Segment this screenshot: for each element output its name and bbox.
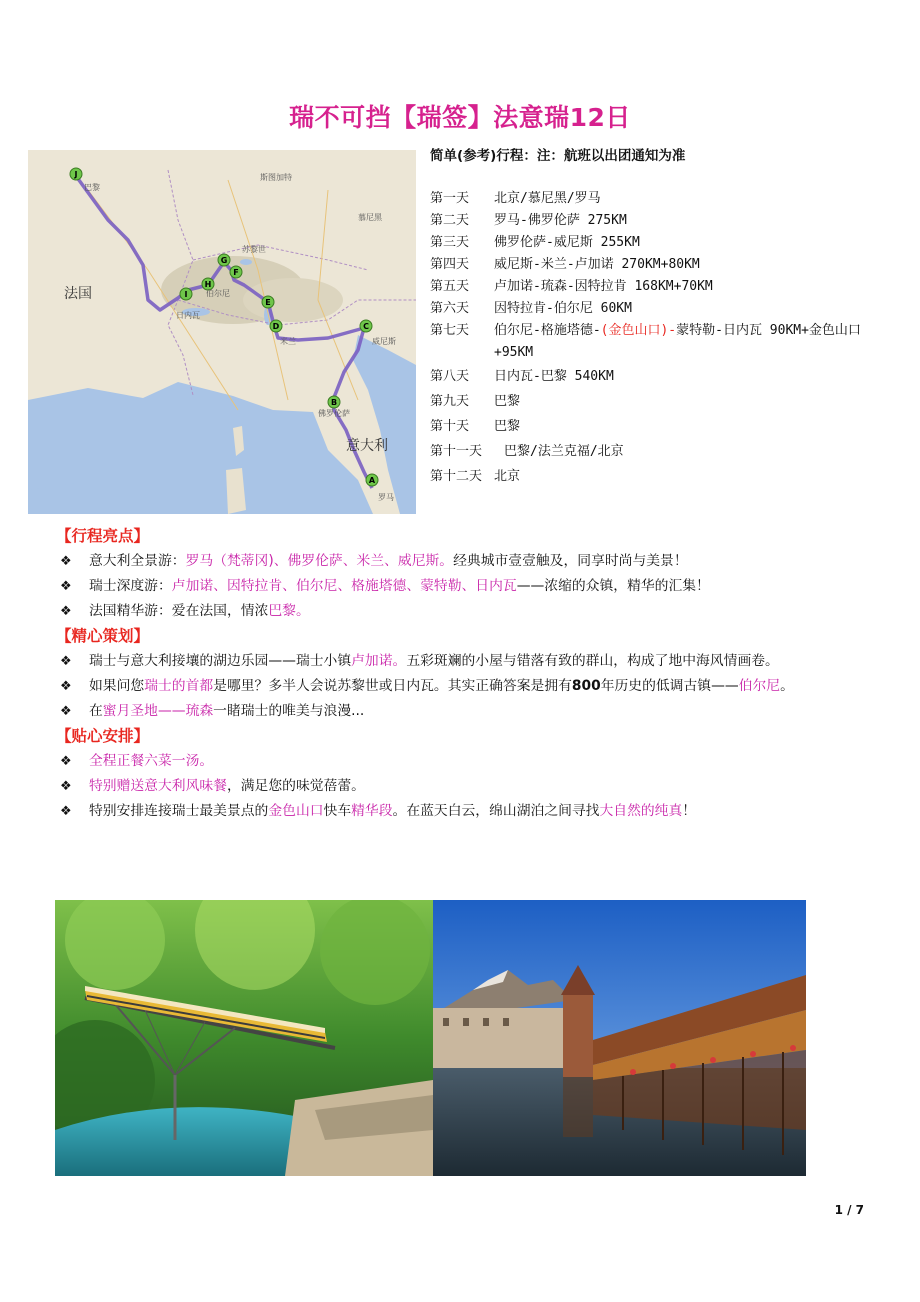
day-row: 第十二天 北京 — [430, 469, 521, 484]
marker-e — [262, 296, 274, 308]
svg-text:I: I — [184, 290, 188, 299]
highlights-section — [56, 524, 870, 824]
bullet-icon: ❖ — [60, 804, 72, 819]
marker-b — [328, 396, 340, 408]
list-item: ❖ 意大利全景游：罗马（梵蒂冈)、佛罗伦萨、米兰、威尼斯。经典城市壹壹触及，同享时尚与美景！ — [60, 549, 870, 574]
svg-text:斯图加特: 斯图加特 — [260, 173, 292, 182]
svg-text:米兰: 米兰 — [280, 337, 296, 346]
bullet-icon: ❖ — [60, 654, 72, 669]
marker-a — [366, 474, 378, 486]
svg-text:E: E — [265, 298, 271, 307]
bullet-icon: ❖ — [60, 779, 72, 794]
bullet-icon: ❖ — [60, 754, 72, 769]
svg-text:罗马: 罗马 — [378, 493, 394, 502]
planning-title: 【精心策划】 — [56, 627, 150, 645]
bullet-icon: ❖ — [60, 679, 72, 694]
bullet-icon: ❖ — [60, 704, 72, 719]
route-map — [28, 150, 416, 514]
list-item: ❖ 瑞士深度游：卢加诺、因特拉肯、伯尔尼、格施塔德、蒙特勒、日内瓦——浓缩的众镇，精华的汇集！ — [60, 574, 870, 599]
svg-text:佛罗伦萨: 佛罗伦萨 — [318, 409, 350, 418]
day-row: 第二天 罗马-佛罗伦萨 275KM — [430, 213, 627, 228]
svg-text:A: A — [368, 476, 376, 485]
bullet-icon: ❖ — [60, 579, 72, 594]
svg-text:伯尔尼: 伯尔尼 — [206, 289, 230, 298]
day-row: 第六天 因特拉肯-伯尔尼 60KM — [430, 301, 632, 316]
svg-text:苏黎世: 苏黎世 — [242, 245, 266, 254]
day-row: 第三天 佛罗伦萨-威尼斯 255KM — [430, 235, 640, 250]
list-item: ❖ 如果问您瑞士的首都是哪里？多半人会说苏黎世或日内瓦。其实正确答案是拥有800年历史的低调古镇——伯尔尼。 — [60, 674, 870, 699]
arrangement-title: 【贴心安排】 — [56, 727, 150, 745]
train-bridge-photo — [55, 900, 433, 1176]
label-france: 法国 — [64, 286, 92, 302]
svg-text:B: B — [330, 398, 338, 407]
list-item: ❖ 法国精华游：爱在法国，情浓巴黎。 — [60, 599, 870, 624]
marker-f — [230, 266, 242, 278]
marker-j — [70, 168, 82, 180]
day-row: 第八天 日内瓦-巴黎 540KM — [430, 369, 614, 384]
day-row: 第四天 威尼斯-米兰-卢加诺 270KM+80KM — [430, 257, 700, 272]
svg-text:D: D — [272, 322, 280, 331]
bullet-icon: ❖ — [60, 604, 72, 619]
label-italy: 意大利 — [346, 438, 388, 454]
day-row: 第五天 卢加诺-琉森-因特拉肯 168KM+70KM — [430, 279, 713, 294]
svg-text:日内瓦: 日内瓦 — [176, 311, 200, 320]
bullet-icon: ❖ — [60, 554, 72, 569]
marker-d — [270, 320, 282, 332]
day-row: 第七天 伯尔尼-格施塔德-(金色山口)-蒙特勒-日内瓦 90KM+金色山口+95KM — [430, 323, 861, 360]
list-item: ❖ 瑞士与意大利接壤的湖边乐园——瑞士小镇卢加诺。五彩斑斓的小屋与错落有致的群山，构成了地中海风情画卷。 — [60, 649, 870, 674]
svg-text:巴黎: 巴黎 — [84, 183, 100, 192]
highlights-title: 【行程亮点】 — [56, 527, 150, 545]
svg-text:J: J — [74, 170, 78, 179]
day-row: 第十一天 巴黎/法兰克福/北京 — [430, 444, 624, 459]
svg-text:C: C — [363, 322, 369, 331]
list-item: ❖ 全程正餐六菜一汤。 — [60, 749, 870, 774]
svg-text:F: F — [233, 268, 239, 277]
svg-text:慕尼黑: 慕尼黑 — [358, 213, 382, 222]
svg-text:H: H — [204, 280, 212, 289]
list-item: ❖ 在蜜月圣地——琉森一睹瑞士的唯美与浪漫... — [60, 699, 870, 724]
document-title: 瑞不可挡【瑞签】法意瑞12日 — [289, 103, 631, 132]
svg-text:G: G — [220, 256, 228, 265]
marker-c — [360, 320, 372, 332]
list-item: ❖ 特别赠送意大利风味餐，满足您的味觉蓓蕾。 — [60, 774, 870, 799]
marker-i — [180, 288, 192, 300]
day-row: 第十天 巴黎 — [430, 419, 521, 434]
lucerne-bridge-photo — [433, 900, 806, 1176]
itinerary-heading: 简单(参考)行程：注：航班以出团通知为准 — [430, 148, 686, 164]
day-row: 第一天 北京/慕尼黑/罗马 — [430, 191, 601, 206]
page-number: 1 / 7 — [834, 1203, 864, 1217]
marker-g — [218, 254, 230, 266]
list-item: ❖ 特别安排连接瑞士最美景点的金色山口快车精华段。在蓝天白云，绵山湖泊之间寻找大自然的纯真！ — [60, 799, 870, 824]
svg-text:威尼斯: 威尼斯 — [372, 337, 396, 346]
day-row: 第九天 巴黎 — [430, 394, 521, 409]
itinerary — [430, 144, 900, 489]
map-graphic — [28, 150, 416, 514]
